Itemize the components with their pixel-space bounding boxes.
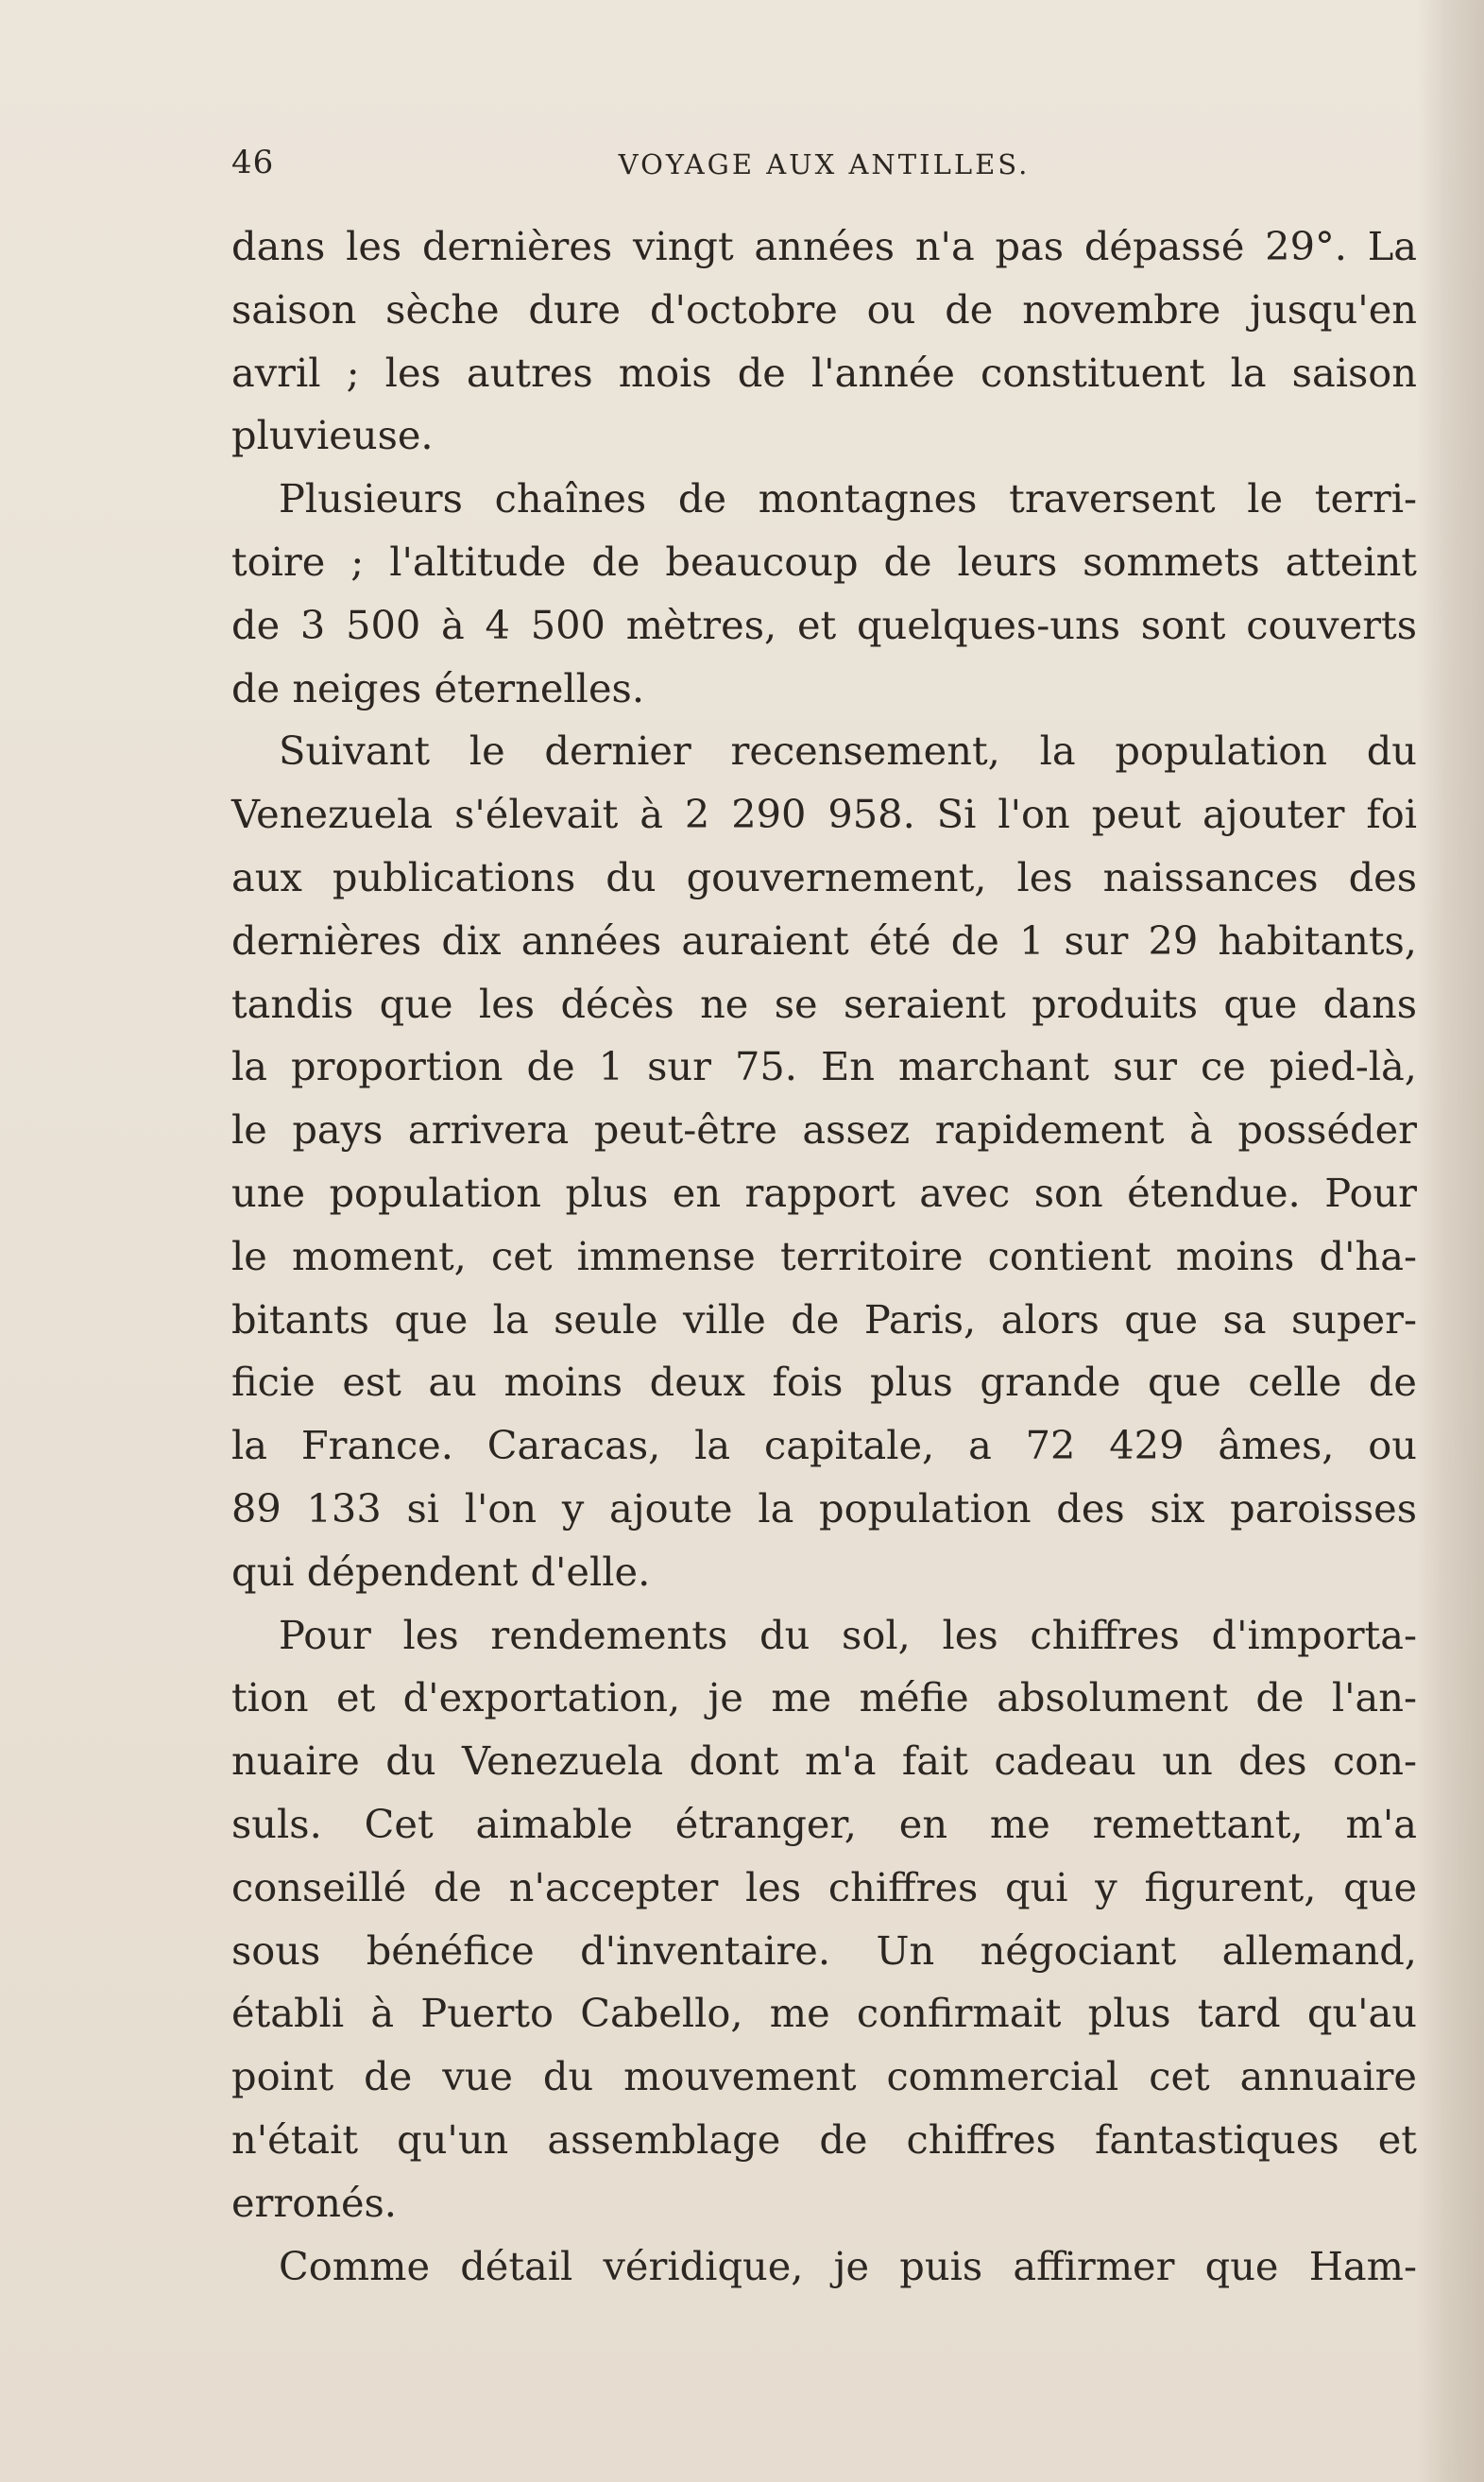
text-line: Venezuela s'élevait à 2 290 958. Si l'on peut ajouter foi — [231, 791, 1417, 838]
text-line: bitants que la seule ville de Paris, alors que sa super- — [231, 1295, 1417, 1343]
text-line: qui dépendent d'elle. — [231, 1548, 651, 1595]
text-line: sous bénéfice d'inventaire. Un négociant allemand, — [231, 1926, 1417, 1974]
text-line: Comme détail véridique, je puis affirmer que Ham- — [279, 2242, 1417, 2289]
text-line: de 3 500 à 4 500 mètres, et quelques-uns sont couverts — [231, 601, 1417, 648]
text-line: avril ; les autres mois de l'année constituent la saison — [231, 349, 1417, 396]
text-line: le pays arrivera peut-être assez rapidement à posséder — [231, 1106, 1417, 1154]
text-line: une population plus en rapport avec son étendue. Pour — [231, 1169, 1417, 1216]
text-line: établi à Puerto Cabello, me confirmait plus tard qu'au — [231, 1990, 1417, 2037]
text-line: tandis que les décès ne se seraient produits que dans — [231, 980, 1417, 1027]
text-line: conseillé de n'accepter les chiffres qui y figurent, que — [231, 1863, 1417, 1910]
text-line: toire ; l'altitude de beaucoup de leurs sommets atteint — [231, 538, 1417, 585]
running-title: VOYAGE AUX ANTILLES. — [618, 148, 1031, 180]
text-line: aux publications du gouvernement, les naissances des — [231, 853, 1417, 900]
text-line: tion et d'exportation, je me méfie absolument de l'an- — [231, 1674, 1417, 1721]
text-line: n'était qu'un assemblage de chiffres fantastiques et — [231, 2115, 1417, 2163]
text-line: nuaire du Venezuela dont m'a fait cadeau un des con- — [231, 1737, 1417, 1785]
text-line: Suivant le dernier recensement, la population du — [279, 727, 1417, 775]
text-line: saison sèche dure d'octobre ou de novembre jusqu'en — [231, 285, 1417, 333]
text-line: suls. Cet aimable étranger, en me remettant, m'a — [231, 1800, 1417, 1847]
text-line: la proportion de 1 sur 75. En marchant sur ce pied-là, — [231, 1043, 1417, 1090]
body-text — [231, 215, 1417, 2298]
page-number: 46 — [231, 144, 275, 181]
text-line: point de vue du mouvement commercial cet annuaire — [231, 2053, 1417, 2100]
text-line: le moment, cet immense territoire contient moins d'ha- — [231, 1232, 1417, 1279]
page-header — [231, 142, 1417, 189]
text-line: Plusieurs chaînes de montagnes traversent le terri- — [279, 475, 1417, 522]
text-line: dans les dernières vingt années n'a pas dépassé 29°. La — [231, 223, 1417, 269]
text-line: pluvieuse. — [231, 412, 434, 459]
text-line: dernières dix années auraient été de 1 sur 29 habitants, — [231, 916, 1417, 964]
text-line: de neiges éternelles. — [231, 664, 645, 711]
text-line: 89 133 si l'on y ajoute la population des six paroisses — [231, 1484, 1417, 1532]
text-line: ficie est au moins deux fois plus grande que celle de — [231, 1359, 1417, 1406]
text-line: la France. Caracas, la capitale, a 72 429 âmes, ou — [231, 1422, 1417, 1469]
text-line: erronés. — [231, 2179, 397, 2226]
text-line: Pour les rendements du sol, les chiffres d'importa- — [279, 1611, 1417, 1658]
